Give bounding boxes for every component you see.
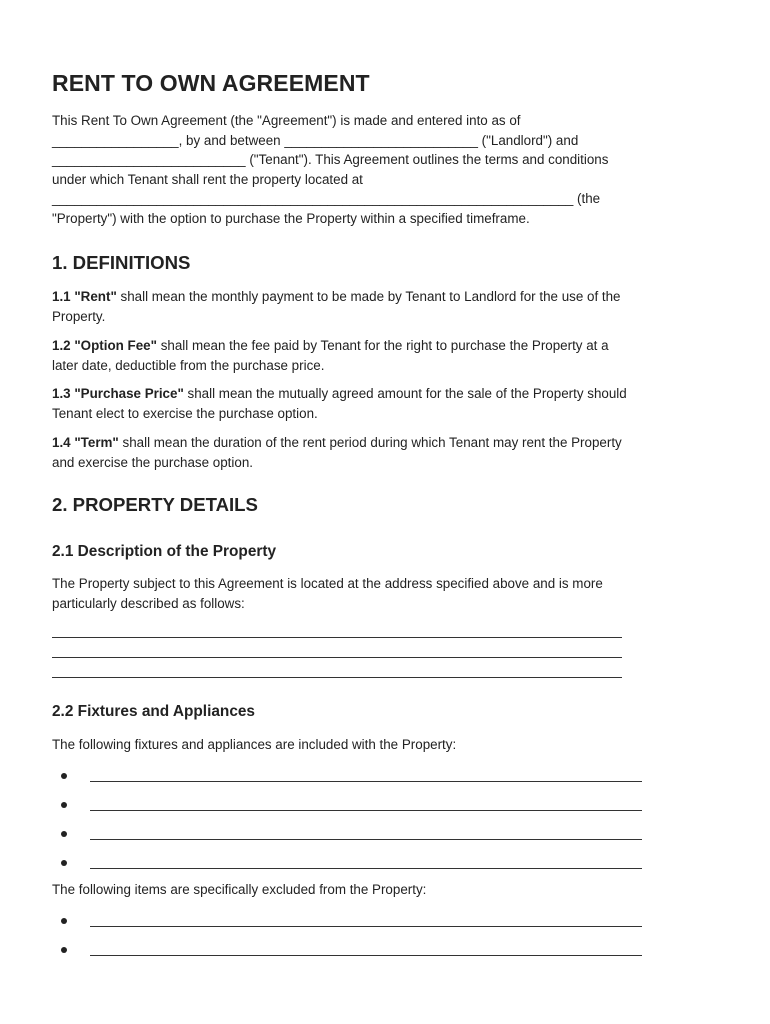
definition-term-duration [52, 433, 732, 472]
intro-line: under which Tenant shall rent the property located at [52, 171, 363, 187]
intro-line: __________________________ ("Tenant"). This Agreement outlines the terms and conditions [52, 152, 609, 168]
intro-line: "Property") with the option to purchase the Property within a specified timeframe. [52, 210, 530, 226]
excluded-item-blank[interactable] [90, 926, 642, 927]
definition-text: shall mean the duration of the rent period during which Tenant may rent the Property [118, 435, 622, 450]
document-title: RENT TO OWN AGREEMENT [52, 70, 370, 96]
included-item-blank[interactable] [90, 810, 642, 811]
bullet-icon [61, 773, 67, 779]
bullet-icon [61, 831, 67, 837]
definition-term: 1.2 "Option Fee" [52, 338, 157, 353]
description-heading: 2.1 Description of the Property [52, 543, 277, 560]
description-line: The Property subject to this Agreement is located at the address specified above and is more [52, 576, 603, 591]
included-item [52, 858, 672, 874]
definition-option-fee [52, 336, 732, 375]
definition-text: shall mean the monthly payment to be made by Tenant to Landlord for the use of the [116, 289, 621, 304]
description-blank-line[interactable] [52, 657, 622, 658]
bullet-icon [61, 947, 67, 953]
property-details-heading: 2. PROPERTY DETAILS [52, 494, 258, 515]
intro-line: _________________, by and between __________________________ ("Landlord") and [52, 132, 579, 148]
description-blank-line[interactable] [52, 677, 622, 678]
definition-text: Property. [52, 308, 106, 324]
intro-line: This Rent To Own Agreement (the "Agreement") is made and entered into as of [52, 113, 521, 128]
fixtures-excluded-line: The following items are specifically excluded from the Property: [52, 882, 427, 897]
definition-text: shall mean the mutually agreed amount for the sale of the Property should [183, 386, 627, 401]
definition-text: Tenant elect to exercise the purchase option. [52, 405, 318, 421]
included-item [52, 829, 672, 845]
bullet-icon [61, 802, 67, 808]
included-item-blank[interactable] [90, 868, 642, 869]
fixtures-excluded-text [52, 880, 732, 900]
bullet-icon [61, 918, 67, 924]
definition-term: 1.3 "Purchase Price" [52, 386, 184, 401]
definition-text: and exercise the purchase option. [52, 454, 253, 470]
definition-term: 1.4 "Term" [52, 435, 119, 450]
included-item-blank[interactable] [90, 839, 642, 840]
definitions-heading: 1. DEFINITIONS [52, 252, 191, 273]
definition-text: shall mean the fee paid by Tenant for the right to purchase the Property at a [156, 338, 609, 353]
included-item-blank[interactable] [90, 781, 642, 782]
excluded-item [52, 945, 672, 961]
description-paragraph [52, 574, 732, 613]
definition-text: later date, deductible from the purchase price. [52, 357, 325, 373]
bullet-icon [61, 860, 67, 866]
intro-paragraph [52, 111, 732, 229]
excluded-item-blank[interactable] [90, 955, 642, 956]
description-line: particularly described as follows: [52, 595, 245, 611]
definition-term: 1.1 "Rent" [52, 289, 117, 304]
fixtures-heading: 2.2 Fixtures and Appliances [52, 703, 255, 720]
included-item [52, 771, 672, 787]
excluded-item [52, 916, 672, 932]
fixtures-included-text [52, 735, 732, 755]
intro-line: ______________________________________________________________________ (the [52, 191, 601, 207]
definition-rent [52, 287, 732, 326]
description-blank-line[interactable] [52, 637, 622, 638]
fixtures-included-line: The following fixtures and appliances are included with the Property: [52, 737, 457, 752]
definition-purchase-price [52, 384, 732, 423]
included-item [52, 800, 672, 816]
